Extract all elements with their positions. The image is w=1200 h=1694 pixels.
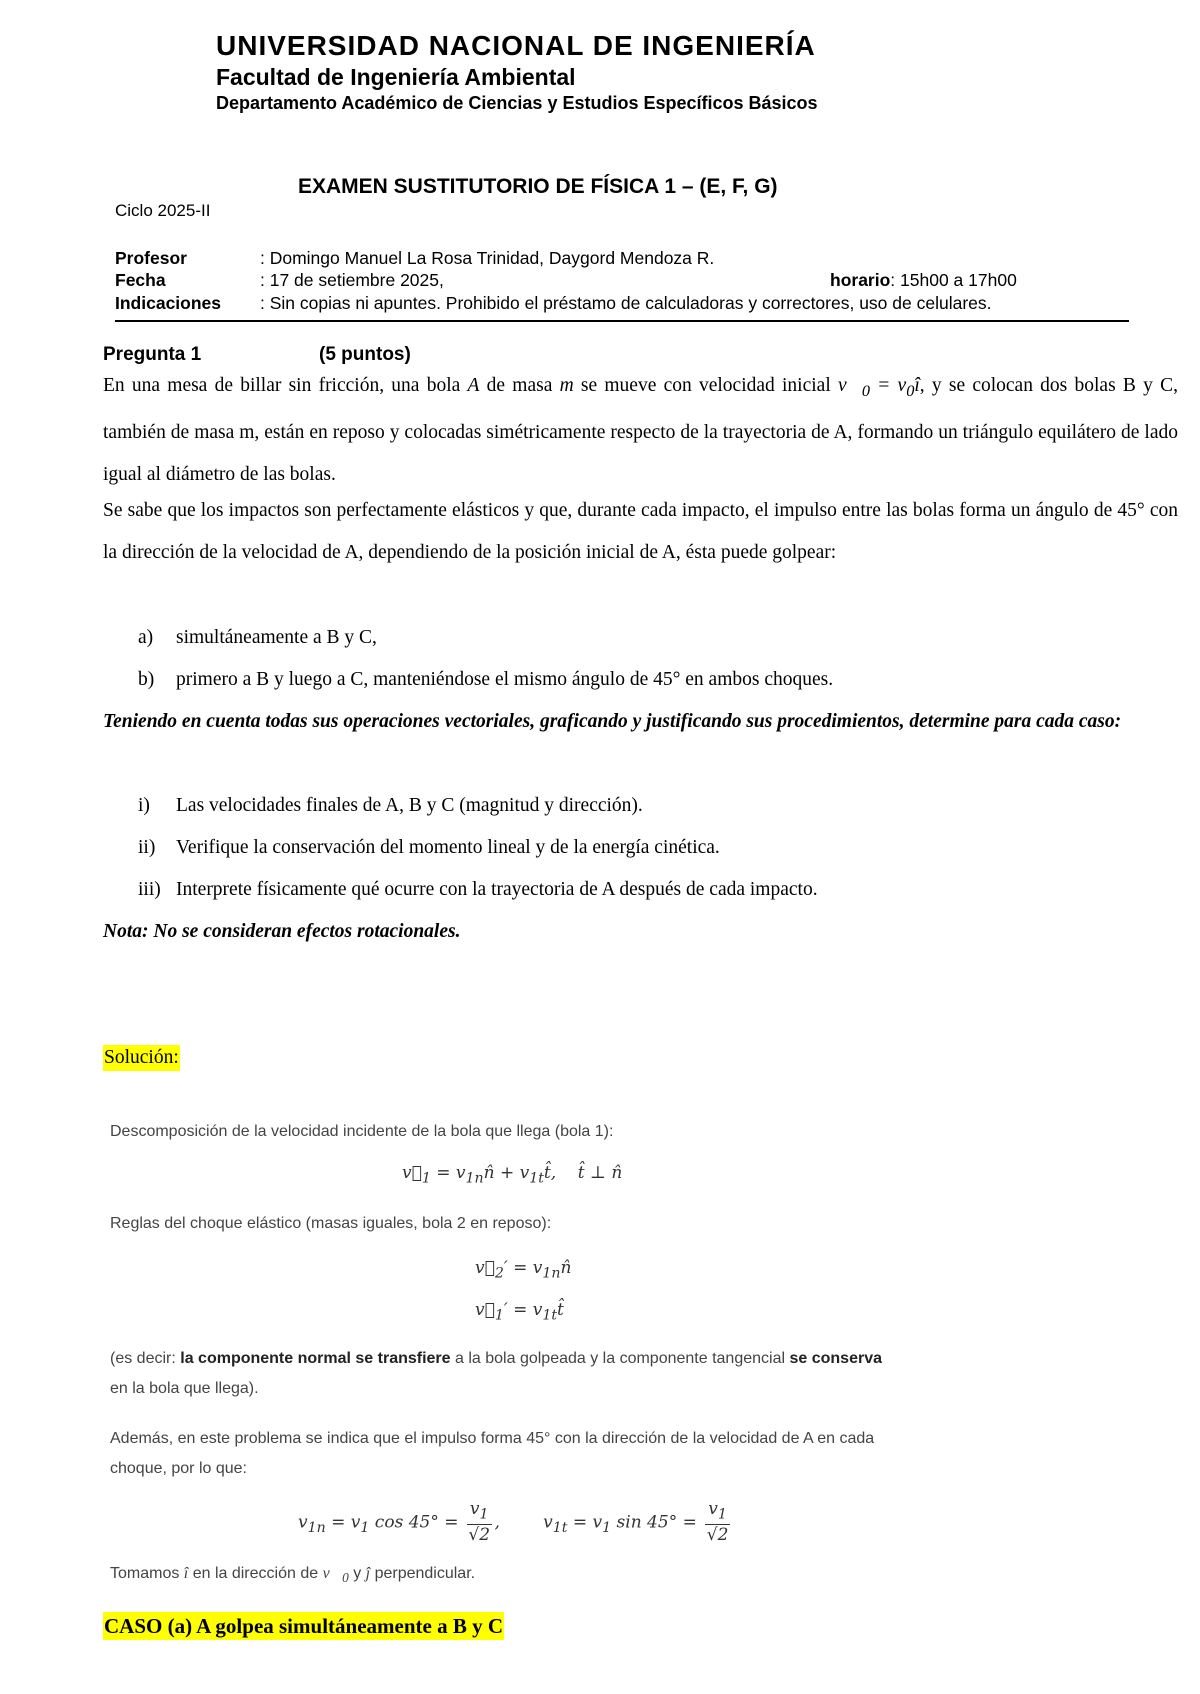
item-i-text: Las velocidades finales de A, B y C (magnitud y dirección). <box>176 795 643 816</box>
option-b-marker: b) <box>138 669 155 690</box>
line5-part-d: perpendicular. <box>370 1565 476 1582</box>
question-points: (5 puntos) <box>319 344 411 365</box>
item-ii-text: Verifique la conservación del momento lineal y de la energía cinética. <box>176 837 720 858</box>
option-b-text: primero a B y luego a C, manteniéndose el mismo ángulo de 45° en ambos choques. <box>176 669 834 690</box>
date-row <box>115 270 444 291</box>
i-hat-symbol: î <box>183 1565 189 1582</box>
option-a-marker: a) <box>138 627 154 648</box>
equation-velocity-decomposition: $v⃗_1$ = $v_{1n}n̂$ + $v_{1t}t̂$, t̂ ⊥ n̂ <box>402 1163 623 1187</box>
item-ii <box>138 827 720 869</box>
schedule <box>830 270 1017 291</box>
j-hat-symbol: ĵ <box>365 1565 371 1582</box>
option-a-text: simultáneamente a B y C, <box>176 627 377 648</box>
item-ii-marker: ii) <box>138 837 156 858</box>
solution-line-2: Reglas del choque elástico (masas iguales, bola 2 en reposo): <box>110 1215 552 1232</box>
faculty-title: Facultad de Ingeniería Ambiental <box>216 64 576 90</box>
professor-label: Profesor <box>115 248 187 268</box>
line3-part-c: a la bola golpeada y la componente tangencial <box>450 1350 790 1367</box>
ball-a-symbol: A <box>467 375 480 396</box>
line3-conserved: se conserva <box>789 1350 882 1367</box>
solution-line-4b: choque, por lo que: <box>110 1460 247 1477</box>
mass-symbol: m <box>559 375 574 396</box>
item-iii <box>138 869 818 911</box>
instructions-label: Indicaciones <box>115 293 222 313</box>
paragraph1-part-a: En una mesa de billar sin fricción, una bola <box>103 375 468 396</box>
equation-components-45: $v_{1n} = v_1$ cos 45° = $\frac{v_1}{√2}$ , $v_{1t} = v_1$ sin 45° = $\frac{v_1}{√2}$ <box>298 1499 729 1546</box>
department-title: Departamento Académico de Ciencias y Estudios Específicos Básicos <box>216 93 818 113</box>
professor-row <box>115 248 714 269</box>
question-note: Nota: No se consideran efectos rotacionales. <box>103 921 461 942</box>
date-value: : 17 de setiembre 2025, <box>260 270 444 290</box>
university-title: UNIVERSIDAD NACIONAL DE INGENIERÍA <box>216 30 816 61</box>
item-i <box>138 785 643 827</box>
date-label: Fecha <box>115 270 166 290</box>
item-iii-text: Interprete físicamente qué ocurre con la trayectoria de A después de cada impacto. <box>176 879 818 900</box>
equation-v1-final: $v⃗_1'$ = $v_{1t}t̂$ <box>475 1300 564 1324</box>
line3-normal-transfer: la componente normal se transfiere <box>180 1350 451 1367</box>
line3-part-a: (es decir: <box>110 1350 181 1367</box>
question-title: Pregunta 1 <box>103 344 202 365</box>
option-a <box>138 617 377 659</box>
paragraph1-part-c: se mueve con velocidad inicial <box>573 375 838 396</box>
solution-line-3 <box>110 1350 882 1368</box>
solution-line-1: Descomposición de la velocidad incidente de la bola que llega (bola 1): <box>110 1123 614 1140</box>
paragraph1-part-b: de masa <box>479 375 560 396</box>
item-i-marker: i) <box>138 795 150 816</box>
schedule-label: horario <box>830 270 891 290</box>
v0-symbol: $v⃗_0$ <box>322 1565 349 1586</box>
line5-part-a: Tomamos <box>110 1565 184 1582</box>
case-a-heading: CASO (a) A golpea simultáneamente a B y C <box>104 1614 503 1638</box>
option-b <box>138 659 833 701</box>
item-iii-marker: iii) <box>138 879 161 900</box>
solution-line-5 <box>110 1565 475 1586</box>
question-heading <box>103 344 411 366</box>
instructions-row <box>115 293 992 314</box>
instructions-value: : Sin copias ni apuntes. Prohibido el préstamo de calculadoras y correctores, uso de celulares. <box>260 293 992 313</box>
solution-line-3b: en la bola que llega). <box>110 1380 259 1397</box>
header-divider <box>115 320 1129 322</box>
line5-part-b: en la dirección de <box>188 1565 323 1582</box>
question-paragraph-2: Se sabe que los impactos son perfectamente elásticos y que, durante cada impacto, el impulso entre las bolas forma un ángulo de 45° con la dirección de la velocidad de A, dependiendo de la posición inicial de A, ésta puede golpear: <box>103 500 1178 563</box>
schedule-value: : 15h00 a 17h00 <box>890 270 1017 290</box>
exam-title: EXAMEN SUSTITUTORIO DE FÍSICA 1 – (E, F, G) <box>298 175 778 198</box>
exam-cycle: Ciclo 2025-II <box>115 201 211 220</box>
question-instruction: Teniendo en cuenta todas sus operaciones vectoriales, graficando y justificando sus procedimientos, determine para cada caso: <box>103 711 1122 732</box>
professor-value: : Domingo Manuel La Rosa Trinidad, Daygord Mendoza R. <box>260 248 715 268</box>
question-paragraph-1 <box>103 365 1178 496</box>
equation-v2-final: $v⃗_2'$ = $v_{1n}n̂$ <box>475 1258 572 1282</box>
paragraph1-part-d: , y se colocan dos bolas B y C, también de masa m, están en reposo y colocadas simétricamente respecto de la trayectoria de A, formando un triángulo equilátero de lado igual al diámetro de las bolas. <box>103 375 1178 485</box>
solution-label: Solución: <box>103 1045 180 1071</box>
solution-line-4: Además, en este problema se indica que el impulso forma 45° con la dirección de la velocidad de A en cada <box>110 1430 875 1447</box>
line5-part-c: y <box>348 1565 366 1582</box>
initial-velocity-equation: $v⃗_0$ = $v_0î$ <box>837 375 920 400</box>
